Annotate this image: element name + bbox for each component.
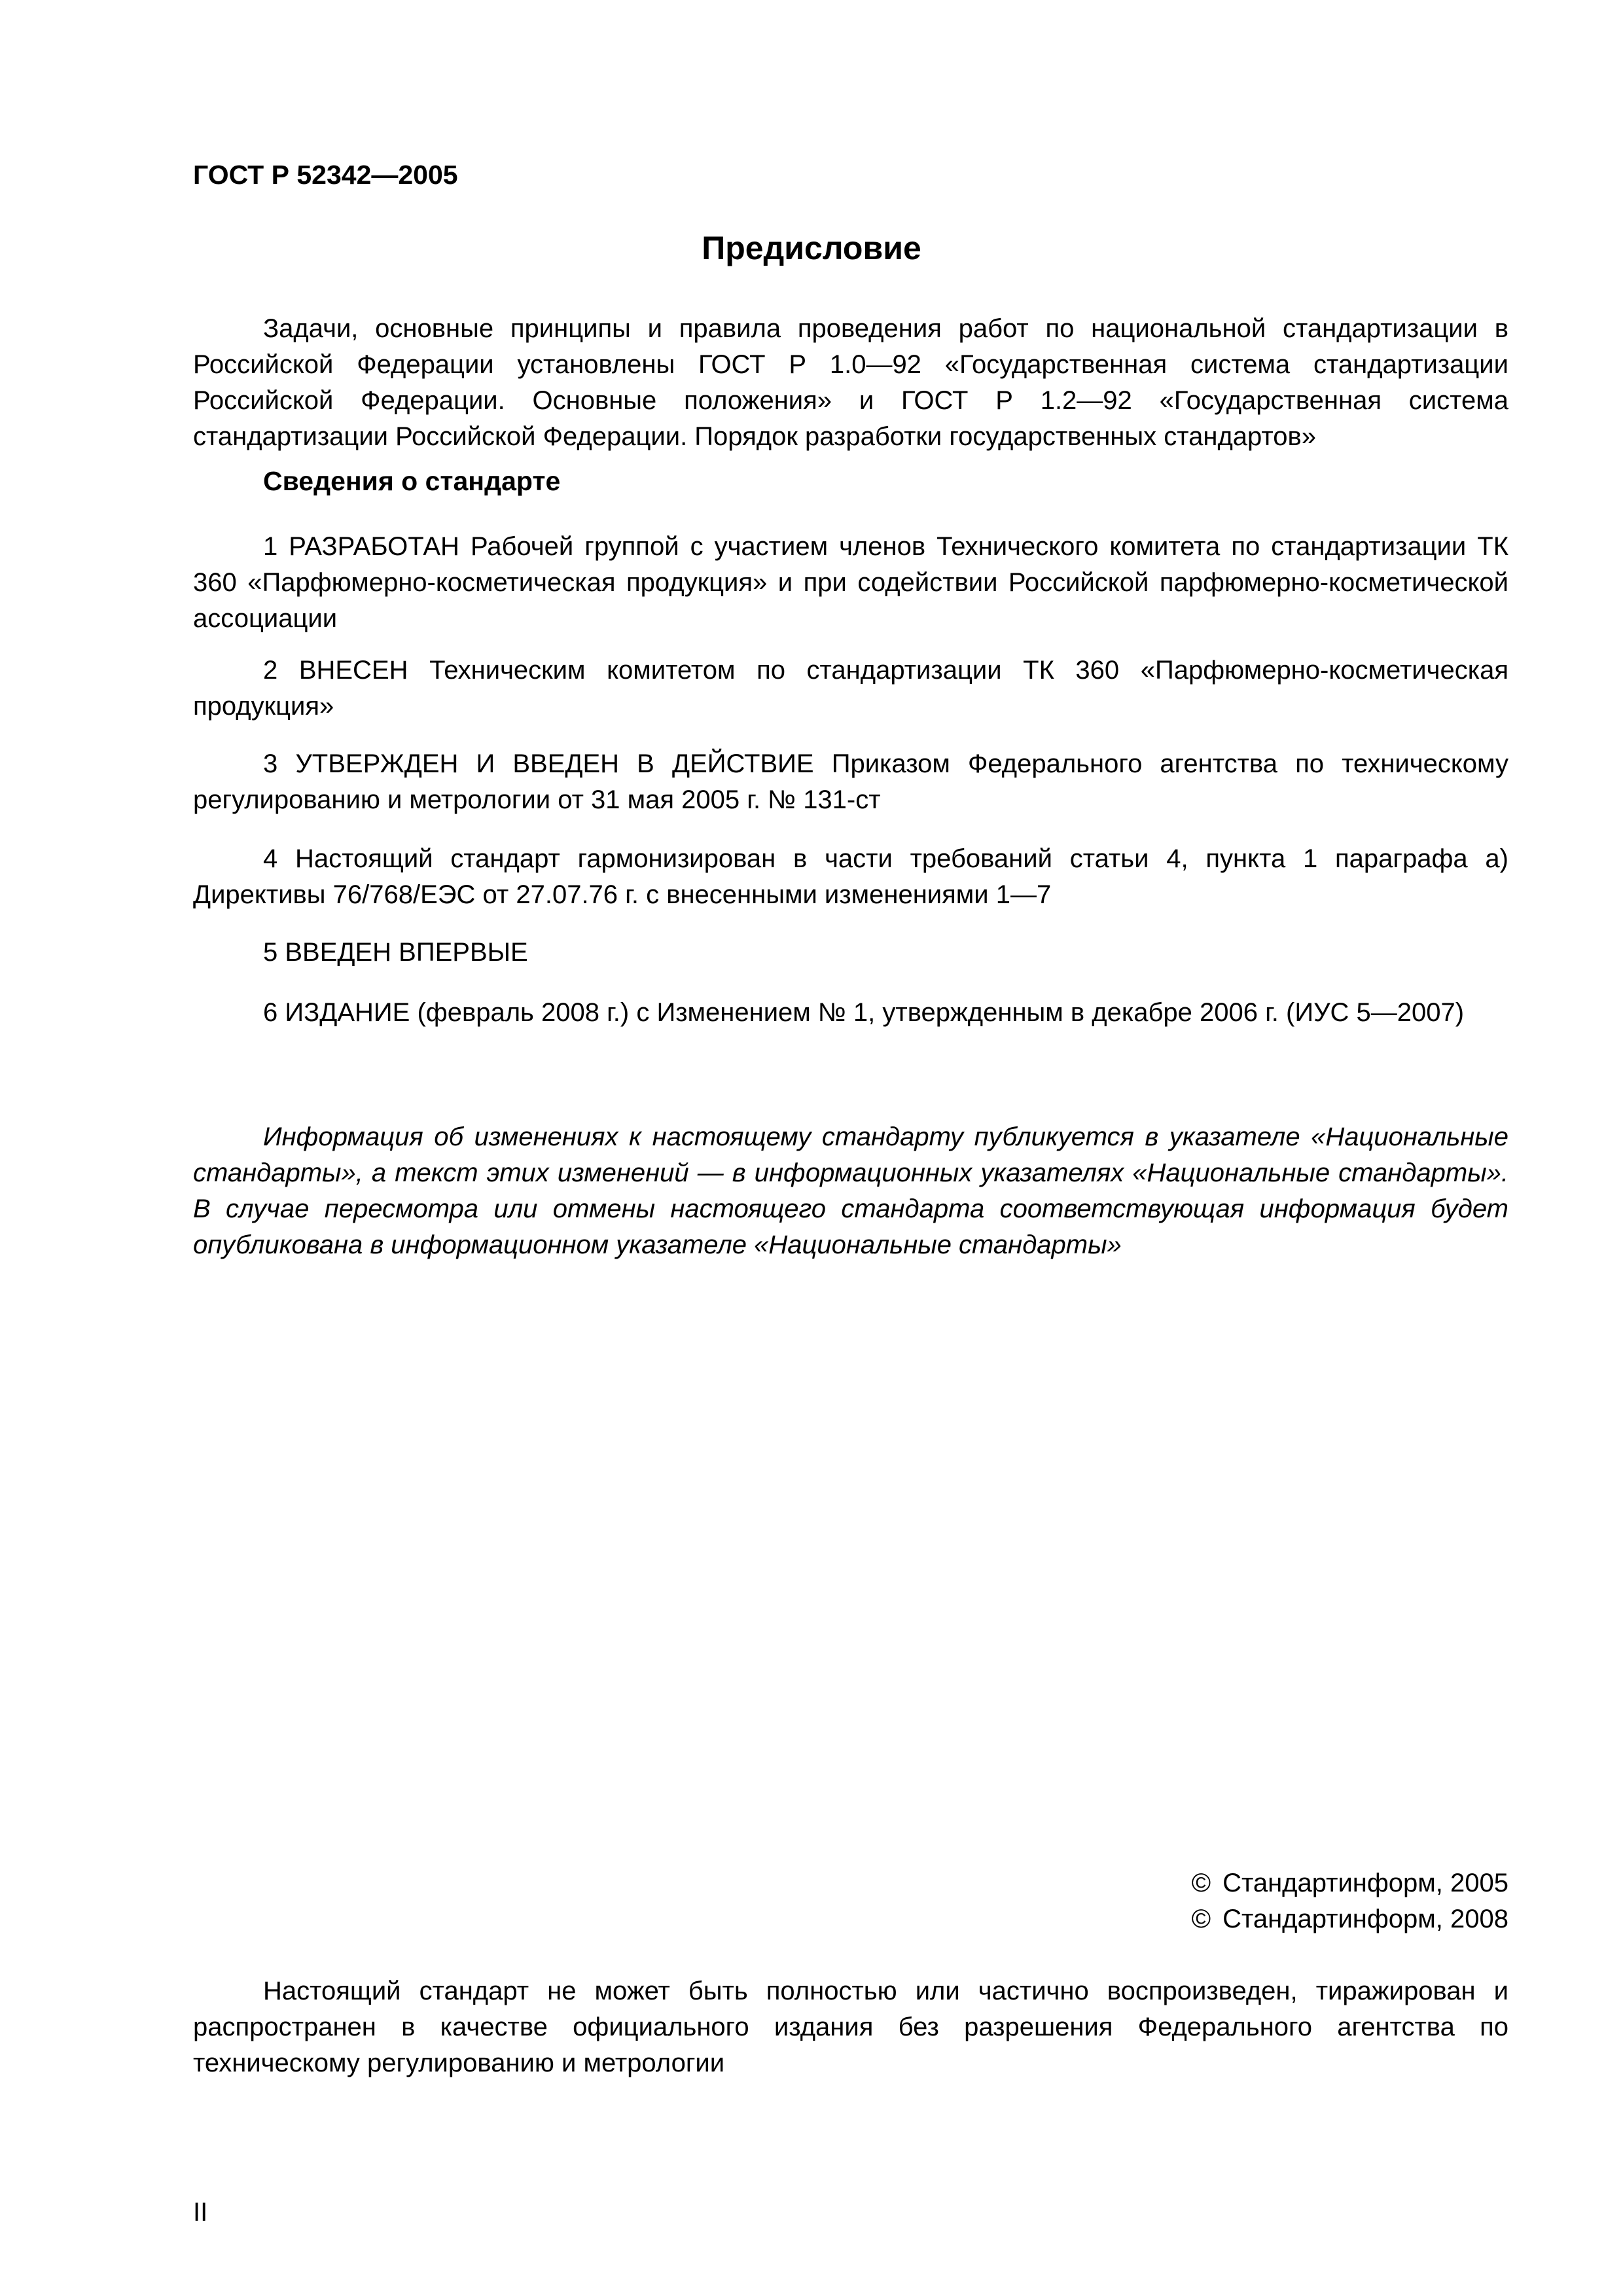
copyright-symbol: ©	[1191, 1905, 1211, 1933]
item-submitted: 2 ВНЕСЕН Техническим комитетом по стандартизации ТК 360 «Парфюмерно-косметическая продукция»	[193, 656, 1508, 721]
item-first-introduced: 5 ВВЕДЕН ВПЕРВЫЕ	[263, 938, 528, 967]
page-title: Предисловие	[702, 230, 921, 266]
copyright-text: Стандартинформ, 2008	[1222, 1905, 1508, 1933]
document-code: ГОСТ Р 52342—2005	[193, 160, 458, 190]
copyright-line	[1192, 1865, 1508, 1901]
intro-paragraph: Задачи, основные принципы и правила проведения работ по национальной стандартизации в Российской Федерации установлены ГОСТ Р 1.0—92 «Государственная система стандартизации Российской Федерации. Основные положения» и ГОСТ Р 1.2—92 «Государственная система стандартизации Российской Федерации. Порядок разработки государственных стандартов»	[193, 314, 1508, 451]
item-developed: 1 РАЗРАБОТАН Рабочей группой с участием членов Технического комитета по стандартизации ТК 360 «Парфюмерно-косметическая продукция» и при содействии Российской парфюмерно-косметической ассоциации	[193, 532, 1508, 633]
page-number: II	[193, 2198, 208, 2227]
copyright-line	[1192, 1901, 1508, 1937]
item-approved: 3 УТВЕРЖДЕН И ВВЕДЕН В ДЕЙСТВИЕ Приказом Федерального агентства по техническому регулированию и метрологии от 31 мая 2005 г. № 131-ст	[193, 749, 1508, 814]
item-edition: 6 ИЗДАНИЕ (февраль 2008 г.) с Изменением № 1, утвержденным в декабре 2006 г. (ИУС 5—2007)	[263, 998, 1465, 1027]
copyright-symbol: ©	[1191, 1869, 1211, 1897]
info-heading: Сведения о стандарте	[263, 466, 561, 496]
change-notice: Информация об изменениях к настоящему стандарту публикуется в указателе «Национальные стандарты», а текст этих изменений — в информационных указателях «Национальные стандарты». В случае пересмотра или отмены настоящего стандарта соответствующая информация будет опубликована в информационном указателе «Национальные стандарты»	[193, 1122, 1508, 1259]
legal-notice: Настоящий стандарт не может быть полностью или частично воспроизведен, тиражирован и распространен в качестве официального издания без разрешения Федерального агентства по техническому регулированию и метрологии	[193, 1977, 1508, 2077]
copyright-text: Стандартинформ, 2005	[1222, 1869, 1508, 1897]
item-harmonized: 4 Настоящий стандарт гармонизирован в части требований статьи 4, пункта 1 параграфа а) Директивы 76/768/ЕЭС от 27.07.76 г. с внесенными изменениями 1—7	[193, 844, 1508, 909]
